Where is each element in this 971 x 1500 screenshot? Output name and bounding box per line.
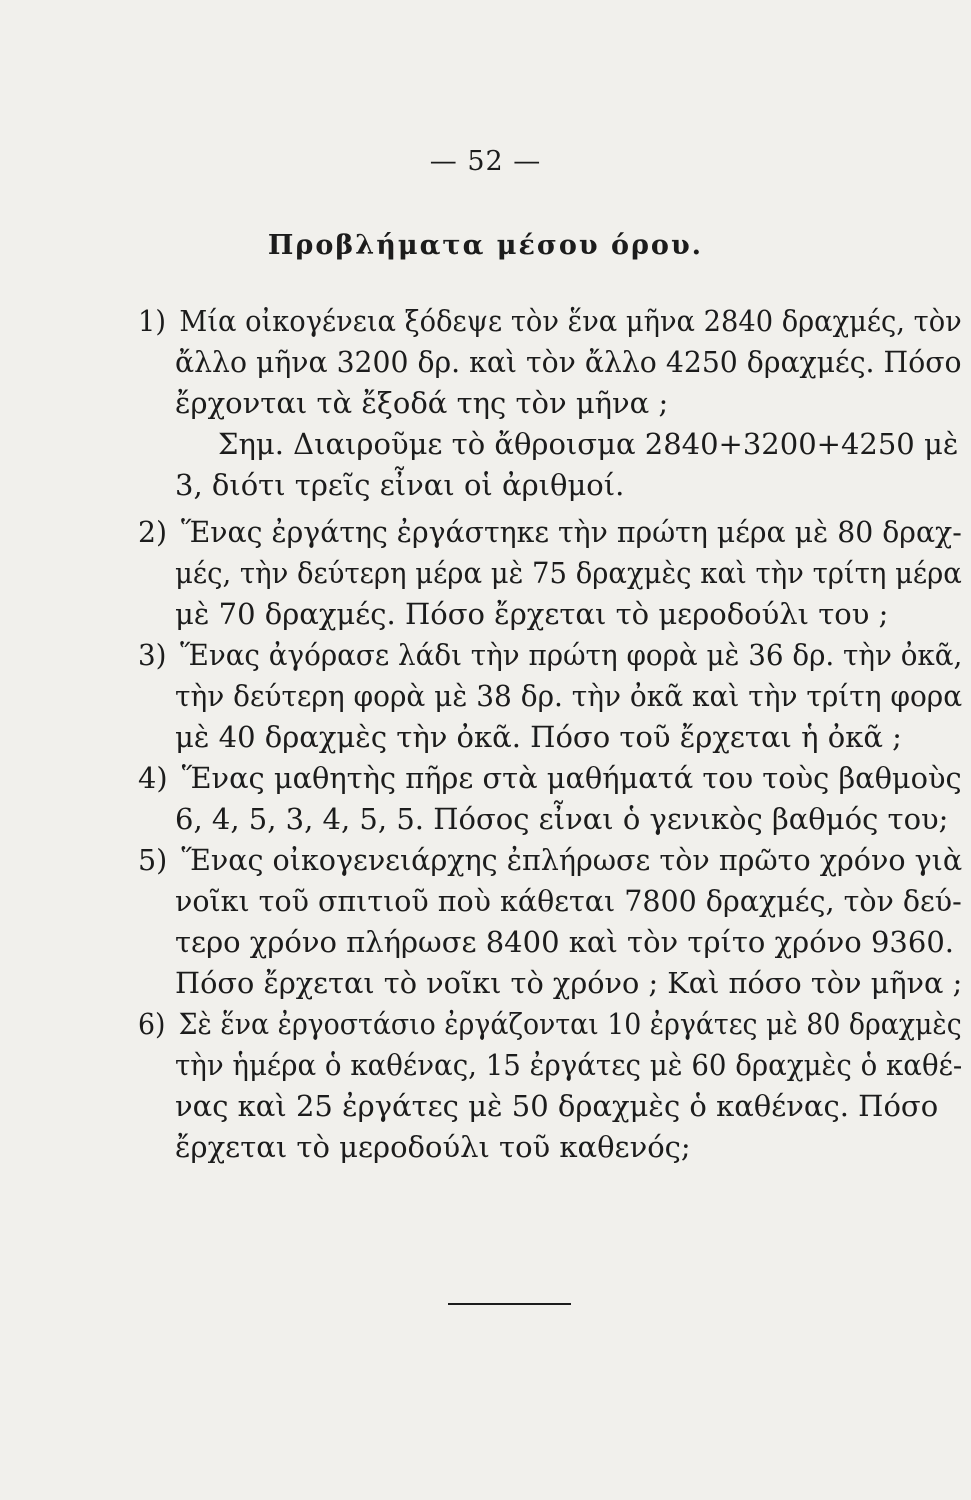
problem-6-text: Σὲ ἕνα ἐργοστάσιο ἐργάζονται 10 ἐργάτες μὲ 80 δραχμὲς <box>178 1007 962 1041</box>
problem-5-line-4: Πόσο ἔρχεται τὸ νοῖκι τὸ χρόνο ; Καὶ πόσο τὸν μῆνα ; <box>175 966 963 1000</box>
problem-2-line-2: μές, τὴν δεύτερη μέρα μὲ 75 δραχμὲς καὶ τὴν τρίτη μέρα <box>175 556 962 590</box>
problem-3-line-2: τὴν δεύτερη φορὰ μὲ 38 δρ. τὴν ὀκᾶ καὶ τὴν τρίτη φορα <box>175 679 963 713</box>
end-divider <box>448 1303 571 1305</box>
problem-5-line-1 <box>138 840 962 880</box>
problem-3-line-1 <box>138 635 962 675</box>
problem-3-line-3: μὲ 40 δραχμὲς τὴν ὀκᾶ. Πόσο τοῦ ἔρχεται ἡ ὀκᾶ ; <box>175 720 902 754</box>
problem-6-line-4: ἔρχεται τὸ μεροδούλι τοῦ καθενός; <box>175 1130 691 1164</box>
problem-6-number: 6) <box>138 1007 166 1041</box>
problem-3-number: 3) <box>138 638 167 672</box>
problem-2-line-1 <box>138 512 962 552</box>
page-number: — 52 — <box>429 146 542 177</box>
problem-1-line-2: ἄλλο μῆνα 3200 δρ. καὶ τὸν ἄλλο 4250 δραχμές. Πόσο <box>175 345 962 379</box>
problem-5-line-3: τερο χρόνο πλήρωσε 8400 καὶ τὸν τρίτο χρόνο 9360. <box>175 925 954 959</box>
problem-2-text: Ἕνας ἐργάτης ἐργάστηκε τὴν πρώτη μέρα μὲ 80 δραχ- <box>180 515 962 549</box>
problem-6-line-2: τὴν ἡμέρα ὁ καθένας, 15 ἐργάτες μὲ 60 δραχμὲς ὁ καθέ- <box>175 1048 963 1082</box>
problem-2-line-3: μὲ 70 δραχμές. Πόσο ἔρχεται τὸ μεροδούλι του ; <box>175 597 889 631</box>
section-heading: Προβλήματα μέσου όρου. <box>267 230 704 261</box>
problem-3-text: Ἕνας ἀγόρασε λάδι τὴν πρώτη φορὰ μὲ 36 δρ. τὴν ὀκᾶ, <box>180 638 963 672</box>
problem-1-note-line-1: Σημ. Διαιροῦμε τὸ ἄθροισμα 2840+3200+4250 μὲ <box>218 427 959 461</box>
problem-1-text: Μία οἰκογένεια ξόδεψε τὸν ἕνα μῆνα 2840 δραχμές, τὸν <box>179 304 962 338</box>
problem-5-number: 5) <box>138 843 168 877</box>
problem-2-number: 2) <box>138 515 168 549</box>
problem-4-line-2: 6, 4, 5, 3, 4, 5, 5. Πόσος εἶναι ὁ γενικὸς βαθμός του; <box>175 802 949 836</box>
problem-6-line-3: νας καὶ 25 ἐργάτες μὲ 50 δραχμὲς ὁ καθένας. Πόσο <box>175 1089 939 1123</box>
problem-6-line-1 <box>138 1004 962 1044</box>
problem-5-line-2: νοῖκι τοῦ σπιτιοῦ ποὺ κάθεται 7800 δραχμές, τὸν δεύ- <box>175 884 962 918</box>
problem-4-text: Ἕνας μαθητὴς πῆρε στὰ μαθήματά του τοὺς βαθμοὺς <box>181 761 962 795</box>
problem-1-note-line-2: 3, διότι τρεῖς εἶναι οἱ ἀριθμοί. <box>175 468 625 502</box>
problem-4-number: 4) <box>138 761 168 795</box>
problem-5-text: Ἕνας οἰκογενειάρχης ἐπλήρωσε τὸν πρῶτο χρόνο γιὰ <box>181 843 963 877</box>
problem-1-number: 1) <box>138 304 166 338</box>
problem-1-line-1 <box>138 301 962 341</box>
problem-1-line-3: ἔρχονται τὰ ἔξοδά της τὸν μῆνα ; <box>175 386 669 420</box>
problem-4-line-1 <box>138 758 962 798</box>
